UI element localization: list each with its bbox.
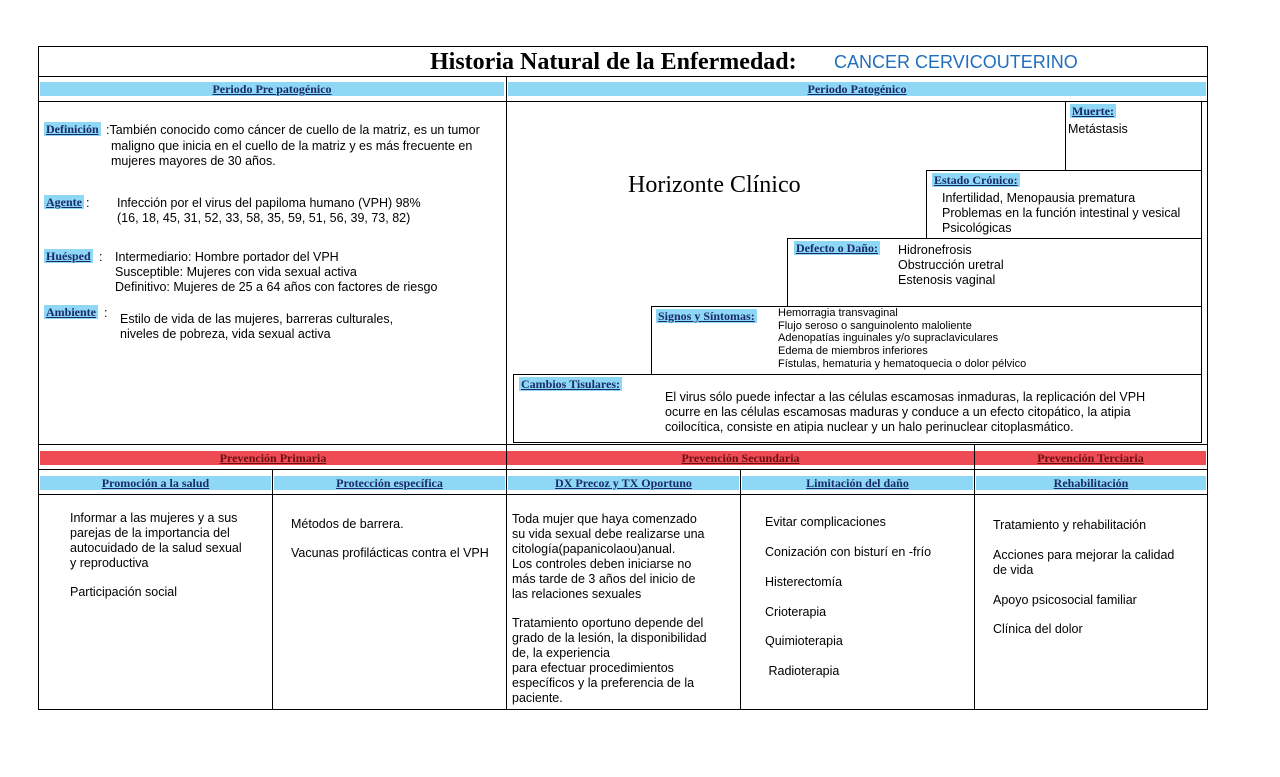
limitacion-item-4: Crioterapia [765,605,827,619]
defecto-line-3: Estenosis vaginal [898,273,996,287]
huesped-line-1: Intermediario: Hombre portador del VPH [115,250,339,264]
promocion-line-1: Informar a las mujeres y a sus [70,511,238,525]
row-divider-title [38,76,1208,77]
limitacion-item-1: Evitar complicaciones [765,515,886,529]
ambiente-line-2: niveles de pobreza, vida sexual activa [120,327,331,341]
row-divider-prevention [38,444,1208,445]
cambios-line-2: ocurre en las células escamosas maduras y conduce a un efecto citopático, la atipia [665,405,1131,419]
rehabilitacion-item-3: Apoyo psicosocial familiar [993,593,1137,607]
dx-line-10: de, la experiencia [512,646,610,660]
definicion-line-2: maligno que inicia en el cuello de la matriz y es más frecuente en [111,139,473,153]
dx-line-2: su vida sexual debe realizarse una [512,527,705,541]
prevencion-primaria-header: Prevención Primaria [40,451,506,465]
limitacion-item-5: Quimioterapia [765,634,843,648]
dx-line-4: Los controles deben iniciarse no [512,557,692,571]
prevencion-terciaria-header: Prevención Terciaria [975,451,1206,465]
signos-line-1: Hemorragia transvaginal [778,307,898,319]
limitacion-item-2: Conización con bisturí en -frío [765,545,932,559]
col-divider-1 [272,469,273,710]
prevencion-secundaria-header: Prevención Secundaria [507,451,974,465]
definicion-label: Definición [46,122,99,136]
cambios-line-3: coilocítica, consiste en atipia nuclear y un halo perinuclear citoplasmático. [665,420,1074,434]
huesped-label: Huésped [46,249,91,263]
col-header-rehabilitacion: Rehabilitación [976,476,1206,490]
col-header-proteccion: Protección específica [274,476,505,490]
defecto-line-2: Obstrucción uretral [898,258,1004,272]
dx-line-9: grado de la lesión, la disponibilidad [512,631,707,645]
defecto-line-1: Hidronefrosis [898,243,972,257]
page-title: Historia Natural de la Enfermedad: [430,49,797,75]
defecto-label: Defecto o Daño: [796,241,878,255]
dx-line-11: para efectuar procedimientos [512,661,674,675]
horizonte-clinico: Horizonte Clínico [628,172,801,198]
promocion-line-6: Participación social [70,585,177,599]
proteccion-line-3: Vacunas profilácticas contra el VPH [291,546,489,560]
signos-label: Signos y Síntomas: [658,309,755,323]
col-divider-periods [506,76,507,444]
agente-label: Agente [46,195,82,209]
cronico-label: Estado Crónico: [934,173,1018,187]
dx-line-12: específicos y la preferencia de la [512,676,695,690]
col-header-limitacion: Limitación del daño [742,476,973,490]
col-divider-2 [506,444,507,710]
dx-line-5: más tarde de 3 años del inicio de [512,572,696,586]
rehabilitacion-item-2: Acciones para mejorar la calidad de vida [993,548,1175,577]
rehabilitacion-item-4: Clínica del dolor [993,622,1083,636]
muerte-text: Metástasis [1068,122,1128,136]
cronico-line-2: Problemas en la función intestinal y vesical [942,206,1181,220]
col-header-promocion: Promoción a la salud [40,476,271,490]
huesped-line-3: Definitivo: Mujeres de 25 a 64 años con factores de riesgo [115,280,438,294]
dx-line-1: Toda mujer que haya comenzado [512,512,697,526]
proteccion-line-1: Métodos de barrera. [291,517,404,531]
disease-title: CANCER CERVICOUTERINO [834,52,1078,72]
promocion-line-4: y reproductiva [70,556,149,570]
muerte-label: Muerte: [1072,104,1114,118]
cambios-line-1: El virus sólo puede infectar a las células escamosas inmaduras, la replicación del VPH [665,390,1146,404]
col-header-dx: DX Precoz y TX Oportuno [508,476,739,490]
period-pato-header: Periodo Patogénico [508,82,1206,96]
huesped-line-2: Susceptible: Mujeres con vida sexual activa [115,265,357,279]
ambiente-line-1: Estilo de vida de las mujeres, barreras culturales, [120,312,394,326]
cambios-label: Cambios Tisulares: [521,377,621,391]
cronico-line-1: Infertilidad, Menopausia prematura [942,191,1136,205]
ambiente-label: Ambiente [46,305,96,319]
dx-line-3: citología(papanicolaou)anual. [512,542,676,556]
agente-line-1: Infección por el virus del papiloma humano (VPH) 98% [117,196,421,210]
col-divider-4 [974,444,975,710]
limitacion-item-6: Radioterapia [765,664,840,678]
dx-line-8: Tratamiento oportuno depende del [512,616,704,630]
period-pre-header: Periodo Pre patogénico [40,82,504,96]
dx-line-6: las relaciones sexuales [512,587,642,601]
cronico-line-3: Psicológicas [942,221,1012,235]
signos-line-2: Flujo seroso o sanguinolento maloliente [778,320,972,332]
signos-line-5: Fístulas, hematuria y hematoquecia o dolor pélvico [778,358,1027,370]
row-divider-prevention-bars [38,469,1208,470]
definicion-line-1: :También conocido como cáncer de cuello de la matriz, es un tumor [106,123,480,137]
promocion-line-3: autocuidado de la salud sexual [70,541,242,555]
definicion-line-3: mujeres mayores de 30 años. [111,154,276,168]
limitacion-item-3: Histerectomía [765,575,843,589]
signos-line-3: Adenopatías inguinales y/o supraclaviculares [778,332,999,344]
promocion-line-2: parejas de la importancia del [70,526,230,540]
row-divider-periods [38,101,1208,102]
agente-line-2: (16, 18, 45, 31, 52, 33, 58, 35, 59, 51, 56, 39, 73, 82) [117,211,411,225]
dx-line-13: paciente. [512,691,563,705]
col-divider-3 [740,469,741,710]
row-divider-columns [38,494,1208,495]
rehabilitacion-item-1: Tratamiento y rehabilitación [993,518,1147,532]
signos-line-4: Edema de miembros inferiores [778,345,928,357]
